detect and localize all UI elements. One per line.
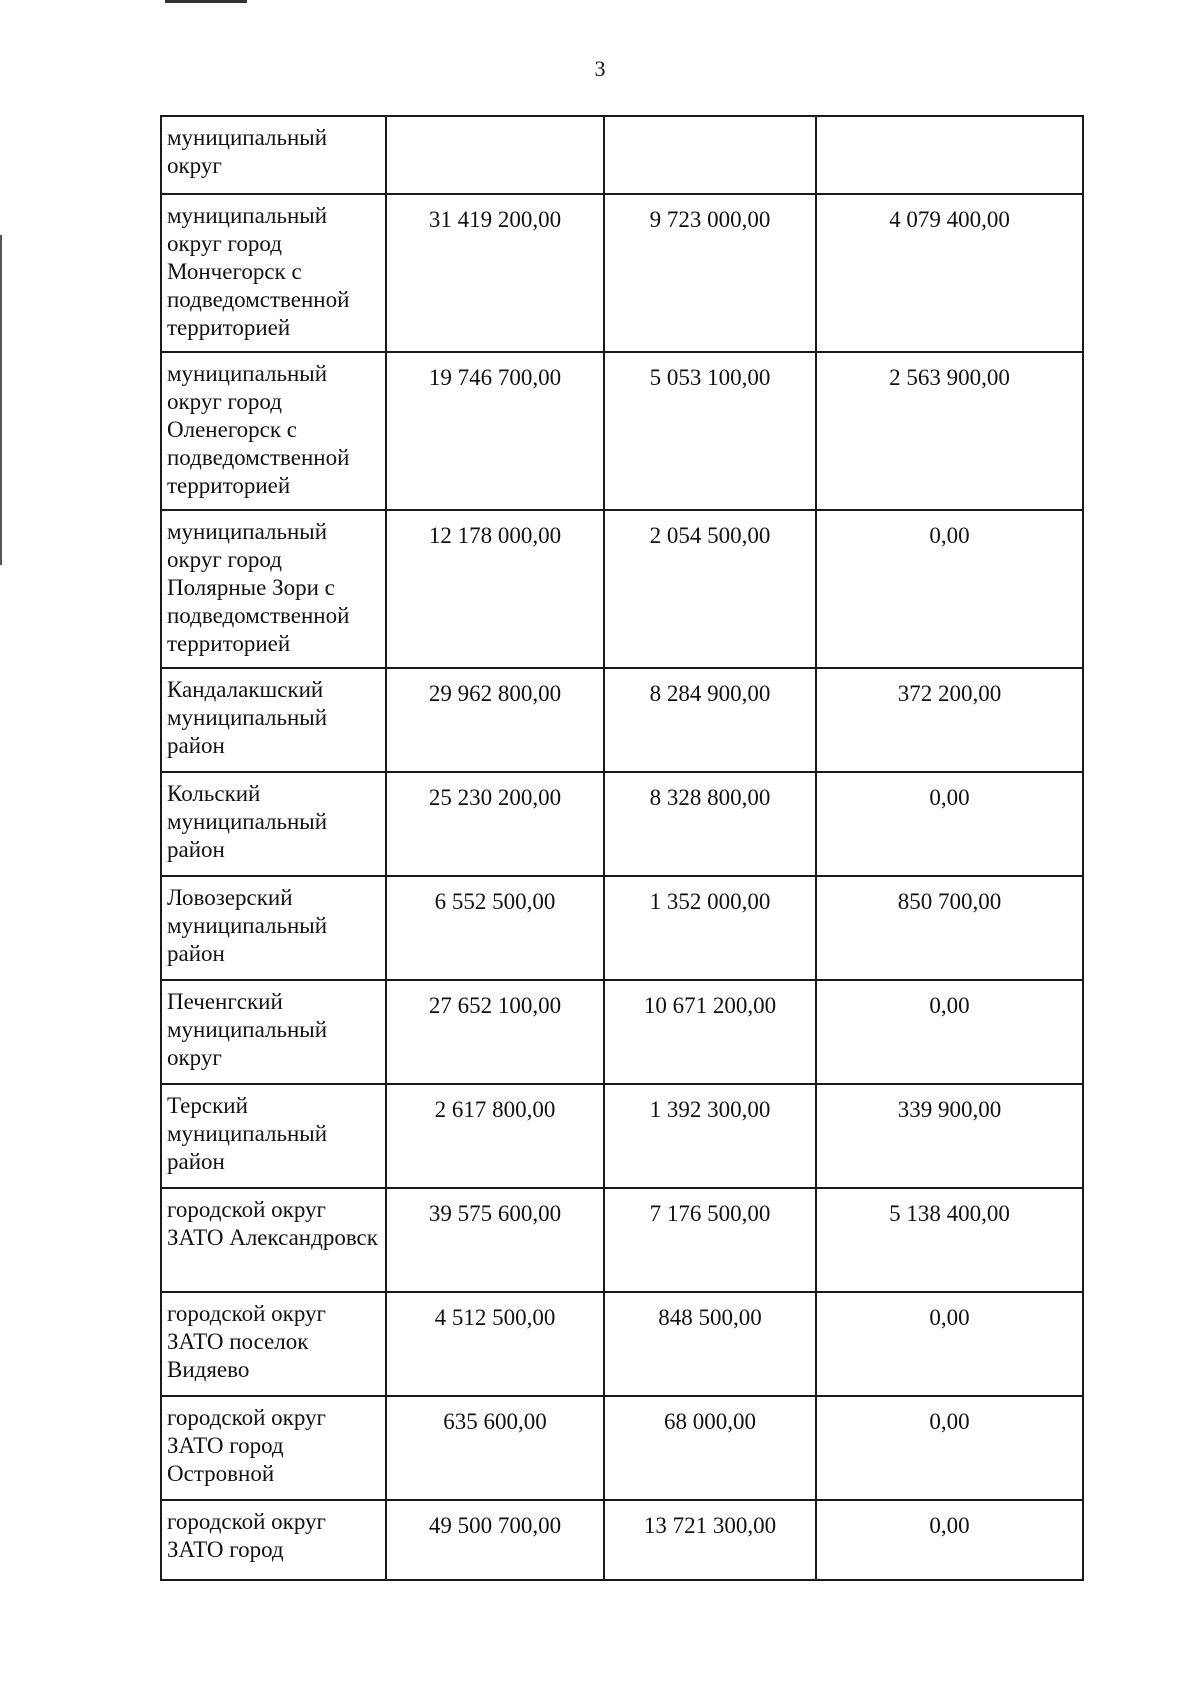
municipality-name-cell: муниципальный округ город Полярные Зори с подведомственной территорией [161,510,386,668]
value-3-cell: 850 700,00 [816,876,1083,980]
municipality-name-cell: городской округ ЗАТО Александровск [161,1188,386,1292]
value-1-cell: 49 500 700,00 [386,1500,604,1580]
value-3-cell: 0,00 [816,1396,1083,1500]
value-3-cell: 2 563 900,00 [816,352,1083,510]
municipality-name-cell: городской округ ЗАТО город Островной [161,1396,386,1500]
table-body [161,116,1083,1580]
table-row [161,1500,1083,1580]
municipality-name-cell: муниципальный округ город Мончегорск с подведомственной территорией [161,194,386,352]
table-row [161,1396,1083,1500]
municipality-name-cell: муниципальный округ город Оленегорск с подведомственной территорией [161,352,386,510]
value-2-cell: 8 328 800,00 [604,772,816,876]
page-number: 3 [594,56,606,81]
value-3-cell: 339 900,00 [816,1084,1083,1188]
table-row [161,194,1083,352]
value-3-cell: 4 079 400,00 [816,194,1083,352]
value-2-cell: 848 500,00 [604,1292,816,1396]
value-2-cell [604,116,816,194]
value-1-cell: 635 600,00 [386,1396,604,1500]
municipality-name-cell: Ловозерский муниципальный район [161,876,386,980]
value-1-cell: 31 419 200,00 [386,194,604,352]
municipality-name-cell: Кольский муниципальный район [161,772,386,876]
municipality-name-cell: Печенгский муниципальный округ [161,980,386,1084]
value-2-cell: 9 723 000,00 [604,194,816,352]
value-1-cell: 27 652 100,00 [386,980,604,1084]
table-row [161,1188,1083,1292]
municipality-name-cell: Терский муниципальный район [161,1084,386,1188]
table-row [161,876,1083,980]
allocation-table [160,115,1084,1581]
value-3-cell: 0,00 [816,1500,1083,1580]
table-row [161,510,1083,668]
table-row [161,1292,1083,1396]
value-2-cell: 68 000,00 [604,1396,816,1500]
value-1-cell: 19 746 700,00 [386,352,604,510]
scan-top-rule [165,0,247,3]
value-3-cell: 5 138 400,00 [816,1188,1083,1292]
value-2-cell: 5 053 100,00 [604,352,816,510]
value-2-cell: 1 392 300,00 [604,1084,816,1188]
value-2-cell: 7 176 500,00 [604,1188,816,1292]
municipality-name-cell: городской округ ЗАТО город [161,1500,386,1580]
value-2-cell: 8 284 900,00 [604,668,816,772]
table-row [161,980,1083,1084]
value-1-cell: 29 962 800,00 [386,668,604,772]
table-row [161,352,1083,510]
municipality-name-cell: городской округ ЗАТО поселок Видяево [161,1292,386,1396]
value-1-cell [386,116,604,194]
value-1-cell: 4 512 500,00 [386,1292,604,1396]
value-3-cell: 0,00 [816,980,1083,1084]
value-2-cell: 10 671 200,00 [604,980,816,1084]
table-row [161,1084,1083,1188]
municipality-name-cell: Кандалакшский муниципальный район [161,668,386,772]
scan-left-edge [0,235,2,565]
table-row [161,668,1083,772]
table-row [161,116,1083,194]
value-2-cell: 1 352 000,00 [604,876,816,980]
value-1-cell: 2 617 800,00 [386,1084,604,1188]
value-1-cell: 6 552 500,00 [386,876,604,980]
value-3-cell: 372 200,00 [816,668,1083,772]
value-3-cell [816,116,1083,194]
value-1-cell: 12 178 000,00 [386,510,604,668]
value-3-cell: 0,00 [816,510,1083,668]
municipality-name-cell: муниципальный округ [161,116,386,194]
value-2-cell: 2 054 500,00 [604,510,816,668]
table-row [161,772,1083,876]
value-3-cell: 0,00 [816,1292,1083,1396]
value-2-cell: 13 721 300,00 [604,1500,816,1580]
value-3-cell: 0,00 [816,772,1083,876]
value-1-cell: 39 575 600,00 [386,1188,604,1292]
value-1-cell: 25 230 200,00 [386,772,604,876]
